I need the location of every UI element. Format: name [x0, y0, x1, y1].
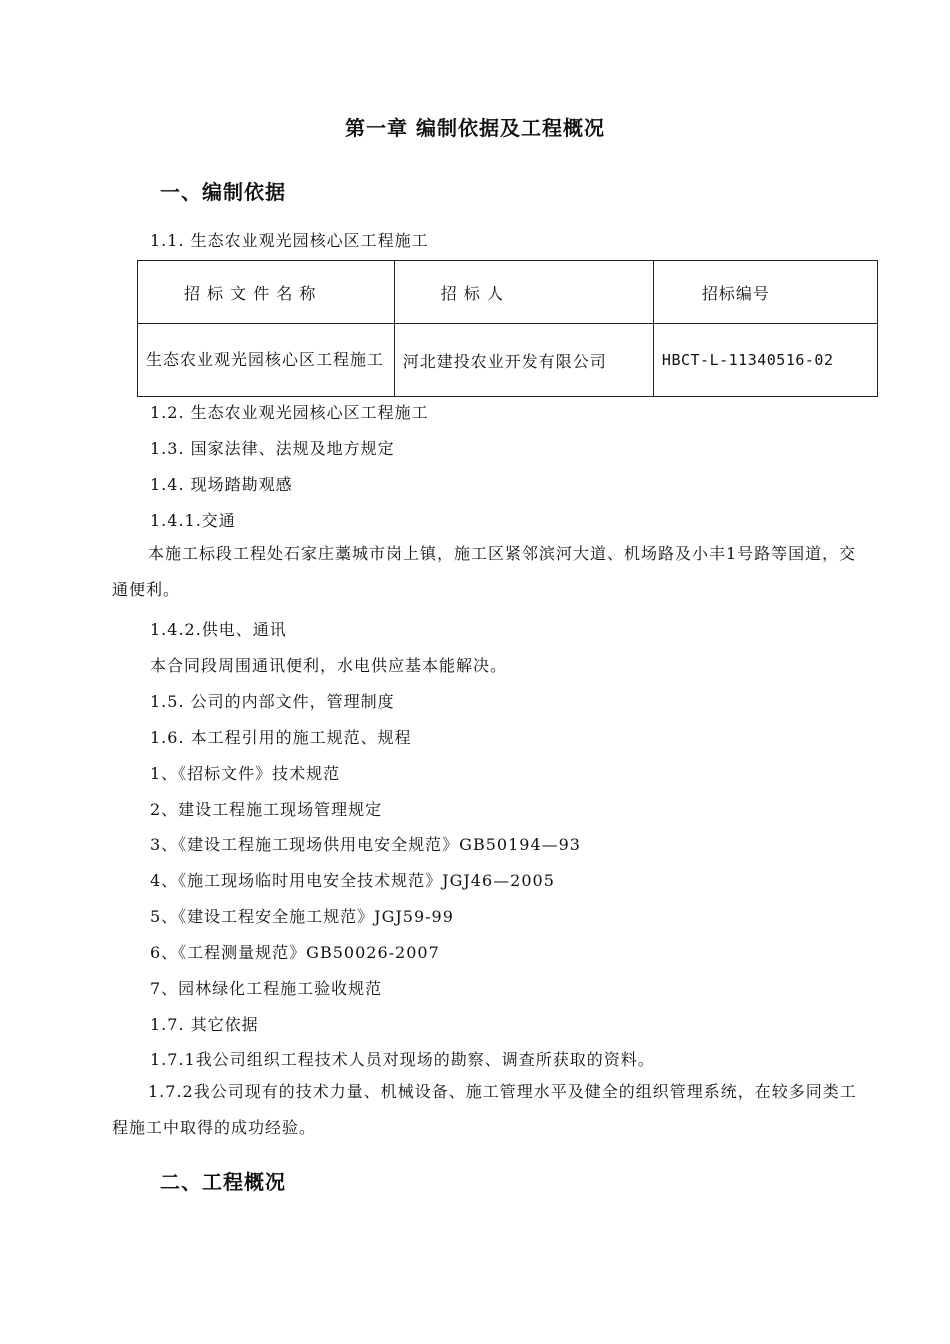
header-doc-name: 招 标 文 件 名 称	[138, 261, 395, 324]
item-1-6: 1.6. 本工程引用的施工规范、规程	[150, 728, 412, 747]
item-1-3: 1.3. 国家法律、法规及地方规定	[150, 439, 395, 458]
spec-item-2: 2、建设工程施工现场管理规定	[150, 800, 383, 819]
bid-info-table	[137, 260, 878, 397]
section-title-basis: 一、编制依据	[160, 180, 286, 204]
chapter-title: 第一章 编制依据及工程概况	[345, 116, 605, 140]
item-1-4-2: 1.4.2.供电、通讯	[150, 620, 287, 639]
spec-item-3: 3、《建设工程施工现场供用电安全规范》GB50194—93	[150, 835, 581, 854]
spec-item-7: 7、园林绿化工程施工验收规范	[150, 979, 383, 998]
paragraph-traffic: 本施工标段工程处石家庄藁城市岗上镇，施工区紧邻滨河大道、机场路及小丰1号路等国道，交通便利。	[112, 544, 857, 599]
spec-item-4: 4、《施工现场临时用电安全技术规范》JGJ46—2005	[150, 871, 555, 890]
item-1-5: 1.5. 公司的内部文件，管理制度	[150, 692, 395, 711]
header-bidder: 招 标 人	[394, 261, 653, 324]
item-1-4-1: 1.4.1.交通	[150, 511, 236, 530]
table-header-row	[138, 261, 878, 324]
section-title-overview: 二、工程概况	[160, 1170, 286, 1194]
item-1-7: 1.7. 其它依据	[150, 1015, 259, 1034]
spec-item-1: 1、《招标文件》技术规范	[150, 764, 341, 783]
item-1-4: 1.4. 现场踏勘观感	[150, 475, 293, 494]
cell-bidder: 河北建投农业开发有限公司	[394, 324, 653, 397]
header-bid-number: 招标编号	[653, 261, 877, 324]
spec-item-6: 6、《工程测量规范》GB50026-2007	[150, 943, 440, 962]
spec-item-5: 5、《建设工程安全施工规范》JGJ59-99	[150, 907, 454, 926]
item-1-1: 1.1. 生态农业观光园核心区工程施工	[150, 231, 429, 250]
item-1-2: 1.2. 生态农业观光园核心区工程施工	[150, 403, 429, 422]
paragraph-1-7-2: 1.7.2我公司现有的技术力量、机械设备、施工管理水平及健全的组织管理系统，在较多同类工程施工中取得的成功经验。	[112, 1082, 857, 1137]
cell-doc-name: 生态农业观光园核心区工程施工	[138, 324, 395, 397]
paragraph-power: 本合同段周围通讯便利，水电供应基本能解决。	[150, 656, 508, 675]
item-1-7-1: 1.7.1我公司组织工程技术人员对现场的勘察、调查所获取的资料。	[150, 1050, 655, 1069]
table-row	[138, 324, 878, 397]
cell-bid-number: HBCT-L-11340516-02	[653, 324, 877, 397]
